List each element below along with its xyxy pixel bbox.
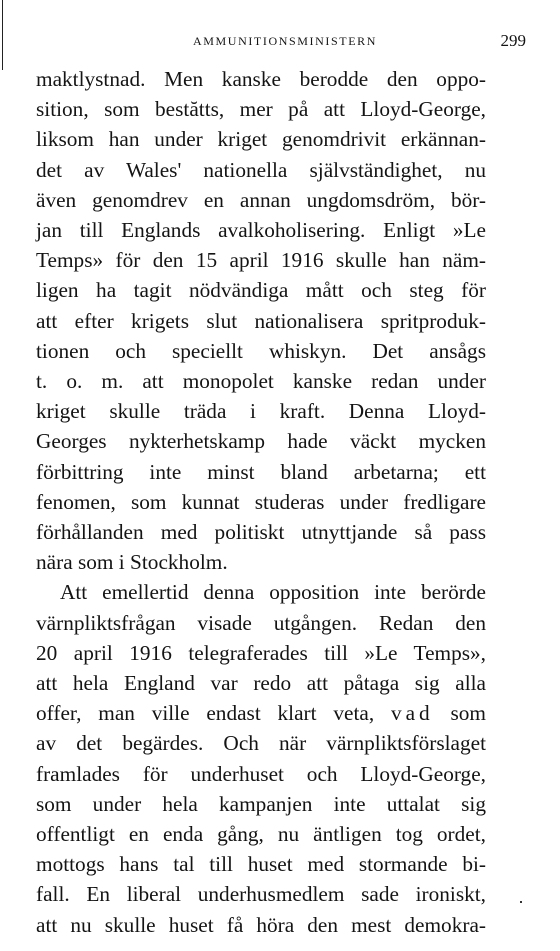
text-line: Temps» för den 15 april 1916 skulle han näm- xyxy=(36,248,486,273)
text-line: jan till Englands avalkoholisering. Enligt »Le xyxy=(36,218,486,243)
text-line: liksom han under kriget genomdrivit erkännan- xyxy=(36,127,486,152)
text-line: sition, som bestătts, mer på att Lloyd-George, xyxy=(36,97,486,122)
text-line: även genomdrev en annan ungdomsdröm, bör- xyxy=(36,187,486,212)
text-line: ligen ha tagit nödvändiga mått och steg för xyxy=(36,278,486,303)
text-line: framlades för underhuset och Lloyd-George, xyxy=(36,761,486,786)
text-line: Georges nykterhetskamp hade väckt mycken xyxy=(36,429,486,454)
text-segment: offer, man ville endast klart veta, xyxy=(36,701,375,726)
running-head xyxy=(36,30,534,52)
text-line: 20 april 1916 telegraferades till »Le Temps», xyxy=(36,640,486,665)
running-title: AMMUNITIONSMINISTERN xyxy=(193,34,377,48)
spaced-emphasis-word: vad xyxy=(390,701,434,726)
text-line: kriget skulle träda i kraft. Denna Lloyd- xyxy=(36,399,486,424)
text-line: att hela England var redo att påtaga sig alla xyxy=(36,671,486,696)
text-line: värnpliktsfrågan visade utgången. Redan den xyxy=(36,610,486,635)
text-line: mottogs hans tal till huset med stormande bi- xyxy=(36,852,486,877)
text-line: att efter krigets slut nationalisera spritproduk- xyxy=(36,308,486,333)
text-segment: som xyxy=(450,701,487,726)
text-line: förbittring inte minst bland arbetarna; ett xyxy=(36,459,486,484)
page-edge-line xyxy=(2,0,3,70)
text-line: av det begärdes. Och när värnpliktsförslaget xyxy=(36,731,486,756)
paragraph-end-line: nära som i Stockholm. xyxy=(36,550,228,575)
text-line: fall. En liberal underhusmedlem sade ironiskt, xyxy=(36,882,486,907)
text-line: fenomen, som kunnat studeras under fredligare xyxy=(36,489,486,514)
print-speck xyxy=(520,901,522,903)
text-line: att nu skulle huset få höra den mest demokra- xyxy=(36,912,486,937)
text-line: t. o. m. att monopolet kanske redan under xyxy=(36,369,486,394)
text-line: offentligt en enda gång, nu äntligen tog ordet, xyxy=(36,822,486,847)
text-line: tionen och speciellt whiskyn. Det ansågs xyxy=(36,338,486,363)
paragraph-start-line: Att emellertid denna opposition inte berörde xyxy=(60,580,486,605)
text-line: det av Wales' nationella självständighet, nu xyxy=(36,157,486,182)
text-line-with-spaced-word xyxy=(36,698,486,728)
page-number: 299 xyxy=(500,31,526,50)
text-line: som under hela kampanjen inte uttalat sig xyxy=(36,791,486,816)
text-line: maktlystnad. Men kanske berodde den oppo- xyxy=(36,67,486,91)
body-text xyxy=(36,64,486,940)
text-line: förhållanden med politiskt utnyttjande så pass xyxy=(36,520,486,545)
